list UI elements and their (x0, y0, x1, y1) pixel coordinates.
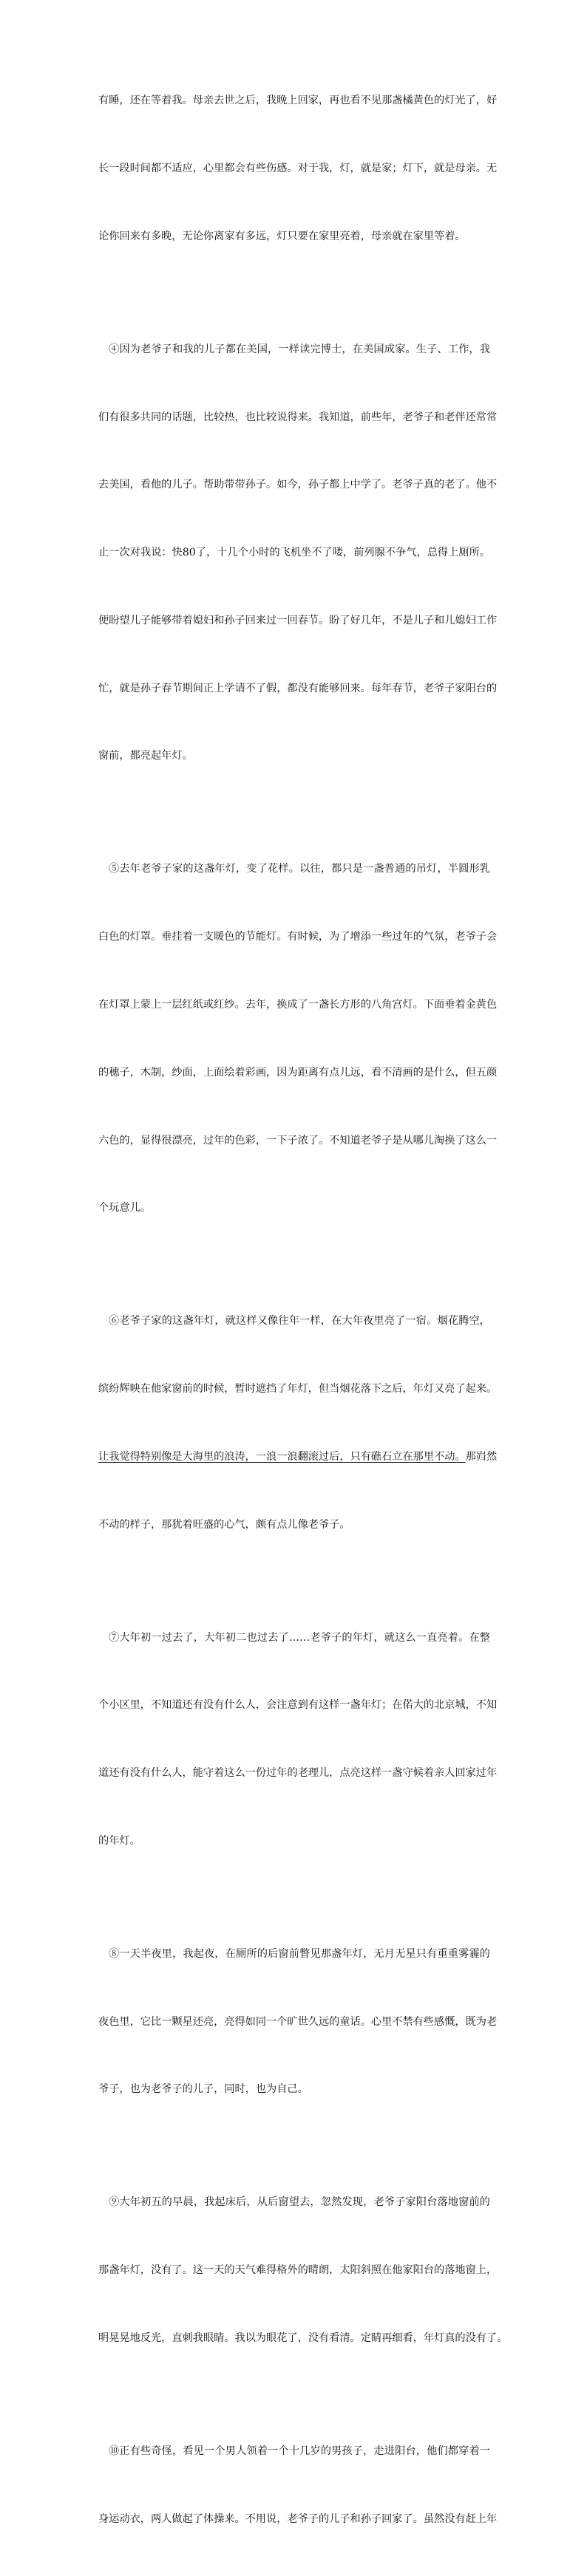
document-page (98, 44, 508, 2576)
text-line: 个小区里，不知道还有没有什么人，会注意到有这样一盏年灯；在偌大的北京城，不知 (98, 1699, 498, 1712)
paragraph-8 (98, 1898, 498, 2147)
text-line: 止一次对我说：快80了，十几个小时的飞机坐不了喽，前列腺不争气，总得上厕所。 (98, 547, 490, 559)
text-line: 道还有没有什么人，能守着这么一份过年的老理儿，点亮这样一盏守候着亲人回家过年 (98, 1767, 498, 1780)
text-line: 六色的，显得很漂亮，过年的色彩，一下子浓了。不知道老爷子是从哪儿淘换了这么一 (98, 1134, 498, 1147)
paragraph-4 (98, 293, 498, 813)
text-line: 窗前，都亮起年灯。 (98, 750, 193, 762)
text-line: 明晃晃地反光，直刺我眼睛。我以为眼花了，没有看清。定睛再细看，年灯真的没有了。 (98, 2331, 508, 2344)
text-line: ⑩正有些奇怪，看见一个男人领着一个十几岁的男孩子，走进阳台，他们都穿着一 (109, 2445, 490, 2457)
text-line: 论你回来有多晚，无论你离家有多远，灯只要在家里亮着，母亲就在家里等着。 (98, 230, 466, 242)
text-line: ⑨大年初五的早晨，我起床后，从后窗望去，忽然发现，老爷子家阳台落地窗前的 (109, 2196, 490, 2209)
text-line: 有睡，还在等着我。母亲去世之后，我晚上回家，再也看不见那盏橘黄色的灯光了，好 (98, 95, 498, 107)
underlined-sentence: 让我觉得特别像是大海里的浪涛，一浪一浪翻滚过后，只有礁石立在那里不动。 (98, 1450, 466, 1463)
text-line: ⑧一天半夜里，我起夜，在厕所的后窗前瞥见那盏年灯，无月无星只有重重雾霾的 (109, 1947, 490, 1960)
text-line: ⑤去年老爷子家的这盏年灯，变了花样。以往，都只是一盏普通的吊灯，半圆形乳 (109, 863, 490, 875)
text-line: 个玩意儿。 (98, 1202, 151, 1214)
text-line: ⑦大年初一过去了，大年初二也过去了……老爷子的年灯，就这么一直亮着。在整 (109, 1631, 490, 1644)
text-line: 身运动衣，两人做起了体操来。不用说，老爷子的儿子和孙子回家了。虽然没有赶上年 (98, 2512, 498, 2525)
text-line: 忙，就是孙子春节期间正上学请不了假，都没有能够回来。每年春节，老爷子家阳台的 (98, 682, 498, 694)
text-line-underlined: 让我觉得特别像是大海里的浪涛，一浪一浪翻滚过后，只有礁石立在那里不动。那岿然 (98, 1450, 498, 1463)
paragraph-7 (98, 1581, 498, 1897)
text-line: 白色的灯罩。垂挂着一支暖色的节能灯。有时候，为了增添一些过年的气氛，老爷子会 (98, 931, 498, 943)
paragraph-5 (98, 813, 498, 1265)
text-line: 在灯罩上蒙上一层红纸或红纱。去年，换成了一盏长方形的八角宫灯。下面垂着金黄色 (98, 998, 498, 1011)
text-line: 缤纷辉映在他家窗前的时候，暂时遮挡了年灯，但当烟花落下之后，年灯又亮了起来。 (98, 1383, 498, 1395)
text-line: 的年灯。 (98, 1834, 140, 1847)
text-line: 的穗子，木制，纱面，上面绘着彩画，因为距离有点儿远，看不清画的是什么，但五颜 (98, 1066, 498, 1079)
text-line: 去美国，看他的儿子。帮助带带孙子。如今，孙子都上中学了。老爷子真的老了。他不 (98, 479, 498, 491)
text-line: 便盼望儿子能够带着媳妇和孙子回来过一回春节。盼了好几年，不是儿子和儿媳妇工作 (98, 614, 498, 626)
paragraph-intro (98, 44, 498, 293)
text-line: 爷子，也为老爷子的儿子，同时，也为自己。 (98, 2083, 308, 2096)
paragraph-6 (98, 1265, 498, 1581)
text-line: 们有很多共同的话题，比较热，也比较说得来。我知道，前些年，老爷子和老伴还常常 (98, 411, 498, 423)
text-line: 那盏年灯，没有了。这一天的天气难得格外的晴朗，太阳斜照在他家阳台的落地窗上， (98, 2264, 498, 2277)
text-line: ⑥老爷子家的这盏年灯，就这样又像往年一样，在大年夜里亮了一宿。烟花腾空， (109, 1315, 490, 1328)
paragraph-9 (98, 2146, 508, 2395)
text-line: ④因为老爷子和我的儿子都在美国，一样读完博士，在美国成家。生子、工作，我 (109, 343, 490, 355)
text-line: 长一段时间都不适应，心里都会有些伤感。对于我，灯，就是家；灯下，就是母亲。无 (98, 162, 498, 174)
text-line: 不动的样子，那犹着旺盛的心气，颇有点儿像老爷子。 (98, 1518, 350, 1531)
paragraph-10 (98, 2395, 498, 2576)
text-line: 夜色里，它比一颗星还亮，亮得如同一个旷世久远的童话。心里不禁有些感慨，既为老 (98, 2015, 498, 2028)
